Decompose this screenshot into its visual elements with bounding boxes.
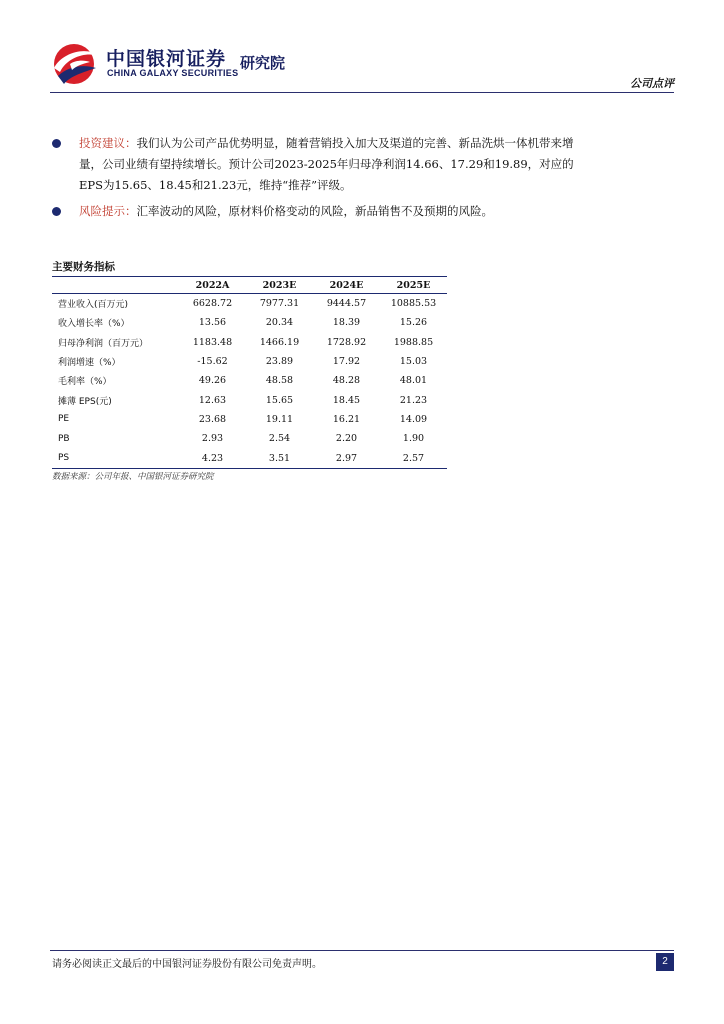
table-cell: 20.34 xyxy=(265,317,294,329)
table-cell: 18.45 xyxy=(332,394,361,406)
table-cell: 9444.57 xyxy=(326,298,367,310)
table-body xyxy=(52,294,447,469)
table-title: 主要财务指标 xyxy=(52,261,115,273)
table-cell: 10885.53 xyxy=(390,298,437,310)
data-source-note: 数据来源：公司年报、中国银河证券研究院 xyxy=(52,472,214,482)
table-cell: 23.89 xyxy=(265,356,294,368)
bullet-body: 我们认为公司产品优势明显，随着营销投入加大及渠道的完善、新品洗烘一体机带来增量，公司业绩有望持续增长。预计公司2023-2025年归母净利润14.66、17.29和19.89，对应的EPS为15.65、18.45和21.23元，维持“推荐”评级。 xyxy=(79,136,574,192)
table-cell: 2.57 xyxy=(380,448,447,468)
table-cell: 7977.31 xyxy=(259,298,300,310)
bullet-dot-icon xyxy=(52,139,61,148)
table-cell: 1988.85 xyxy=(393,336,434,348)
table-cell: 6628.72 xyxy=(192,298,233,310)
table-cell: 2.54 xyxy=(268,433,291,445)
table-cell: 48.28 xyxy=(332,375,361,387)
financial-indicators-table xyxy=(52,276,447,469)
table-cell: 18.39 xyxy=(332,317,361,329)
bullet-lead: 投资建议： xyxy=(79,136,137,150)
bullet-body: 汇率波动的风险，原材料价格变动的风险，新品销售不及预期的风险。 xyxy=(136,204,493,218)
header-divider xyxy=(50,92,674,93)
table-row xyxy=(52,371,447,390)
report-type-label: 公司点评 xyxy=(630,77,674,90)
table-cell: 21.23 xyxy=(399,394,428,406)
row-label: 营业收入(百万元) xyxy=(58,300,129,311)
table-cell: 49.26 xyxy=(198,375,227,387)
column-header: 2025E xyxy=(380,277,447,294)
page-header xyxy=(0,0,724,100)
galaxy-logo-icon xyxy=(50,42,100,86)
table-cell: 17.92 xyxy=(332,356,361,368)
table-cell: 1183.48 xyxy=(192,336,233,348)
table-cell: 12.63 xyxy=(198,394,227,406)
bullet-text xyxy=(79,201,579,222)
table-cell: 23.68 xyxy=(198,413,227,425)
table-cell: 14.09 xyxy=(399,413,428,425)
column-header: 2022A xyxy=(179,277,246,294)
row-label: 摊薄 EPS(元) xyxy=(58,396,112,407)
institute-label: 研究院 xyxy=(240,54,286,72)
table-row xyxy=(52,294,447,314)
table-header-row xyxy=(52,277,447,294)
column-header: 2024E xyxy=(313,277,380,294)
table-row xyxy=(52,352,447,371)
table-row xyxy=(52,429,447,448)
bullet-lead: 风险提示： xyxy=(79,204,137,218)
row-label: 毛利率（%） xyxy=(58,377,112,388)
table-cell: 3.51 xyxy=(246,448,313,468)
row-label: 归母净利润（百万元） xyxy=(58,338,149,349)
risk-warning-bullet xyxy=(52,201,672,222)
brand-name-en: CHINA GALAXY SECURITIES xyxy=(107,68,239,78)
table-cell: 15.26 xyxy=(399,317,428,329)
table-row xyxy=(52,448,447,468)
brand-name-cn: 中国银河证券 xyxy=(106,48,227,70)
table-row xyxy=(52,390,447,409)
table-cell: 2.97 xyxy=(313,448,380,468)
table-row xyxy=(52,410,447,429)
table-cell: 15.65 xyxy=(265,394,294,406)
row-label: PE xyxy=(58,414,70,425)
bullet-dot-icon xyxy=(52,207,61,216)
table-cell: 16.21 xyxy=(332,413,361,425)
table-cell: 19.11 xyxy=(265,413,294,425)
table-cell: 1728.92 xyxy=(326,336,367,348)
row-label: PS xyxy=(52,448,179,468)
investment-advice-bullet xyxy=(52,133,672,196)
row-label: 收入增长率（%） xyxy=(58,319,130,330)
table-cell: 15.03 xyxy=(399,356,428,368)
table-cell: 48.01 xyxy=(399,375,428,387)
bullet-text xyxy=(79,133,579,196)
page-number: 2 xyxy=(656,953,674,971)
column-header: 2023E xyxy=(246,277,313,294)
key-points xyxy=(52,133,672,227)
table-cell: 2.93 xyxy=(201,433,224,445)
table-cell: 1.90 xyxy=(402,433,425,445)
footer-divider xyxy=(50,950,674,951)
disclaimer-text: 请务必阅读正文最后的中国银河证券股份有限公司免责声明。 xyxy=(52,959,322,970)
table-cell: -15.62 xyxy=(197,356,228,368)
table-row xyxy=(52,313,447,332)
row-label: 利润增速（%） xyxy=(58,358,121,369)
table-row xyxy=(52,333,447,352)
row-label: PB xyxy=(58,433,70,444)
column-header xyxy=(52,277,179,294)
table-cell: 48.58 xyxy=(265,375,294,387)
table-cell: 4.23 xyxy=(179,448,246,468)
table-cell: 13.56 xyxy=(198,317,227,329)
table-cell: 1466.19 xyxy=(259,336,300,348)
table-cell: 2.20 xyxy=(335,433,358,445)
